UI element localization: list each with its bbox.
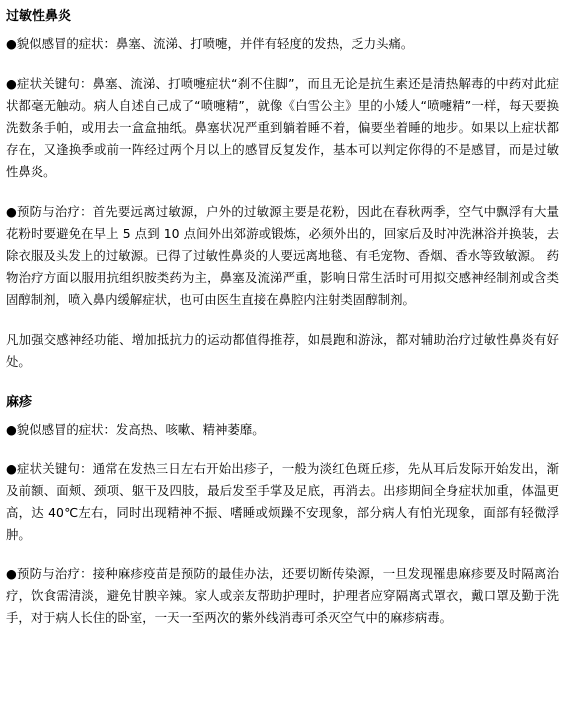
paragraph-key-symptoms: ●症状关键句：鼻塞、流涕、打喷嚏症状“刹不住脚”，而且无论是抗生素还是清热解毒的中药对此症状都毫无触动。病人自述自己成了“喷嚏精”，就像《白雪公主》里的小矮人“喷嚏精”一样，每天要换洗数条手帕，或用去一盒盒抽纸。鼻塞状况严重到躺着睡不着，偏要坐着睡的地步。如果以上症状都存在，又逢换季或前一阵经过两个月以上的感冒反复发作，基本可以判定你得的不是感冒，而是过敏性鼻炎。 <box>6 76 559 179</box>
paragraph-prevention: ●预防与治疗：首先要远离过敏源，户外的过敏源主要是花粉，因此在春秋两季，空气中飘浮有大量花粉时要避免在早上 5 点到 10 点间外出郊游或锻炼，必须外出的，回家后及时冲洗淋浴并换装，去除衣服及头发上的过敏源。已得了过敏性鼻炎的人要远离地毯、有毛宠物、香烟、香水等致敏源。 药物治疗方面以服用抗组织胺类药为主，鼻塞及流涕严重，影响日常生活时可用拟交感神经制剂或含类固醇制剂，喷入鼻内缓解症状，也可由医生直接在鼻腔内注射类固醇制剂。 <box>6 204 559 307</box>
section-title-measles: 麻疹 <box>6 395 33 410</box>
section-allergic-rhinitis <box>6 7 559 373</box>
paragraph-exercise: 凡加强交感神经功能、增加抵抗力的运动都值得推荐，如晨跑和游泳，都对辅助治疗过敏性鼻炎有好处。 <box>6 332 559 369</box>
paragraph-symptoms: ●貌似感冒的症状：发高热、咳嗽、精神萎靡。 <box>6 422 265 437</box>
paragraph-key-symptoms: ●症状关键句：通常在发热三日左右开始出疹子，一般为淡红色斑丘疹，先从耳后发际开始发出，渐及前额、面颊、颈项、躯干及四肢，最后发至手掌及足底，再消去。出疹期间全身症状加重，体温更高，达 40℃左右，同时出现精神不振、嗜睡或烦躁不安现象，部分病人有怕光现象，面部有轻微浮肿。 <box>6 461 559 542</box>
section-title-allergic-rhinitis: 过敏性鼻炎 <box>6 9 72 24</box>
paragraph-prevention: ●预防与治疗：接种麻疹疫苗是预防的最佳办法，还要切断传染源，一旦发现罹患麻疹要及时隔离治疗，饮食需清淡，避免甘腴辛辣。家人或亲友帮助护理时，护理者应穿隔离式罩衣，戴口罩及勤于洗手，对于病人长住的卧室，一天一至两次的紫外线消毒可杀灭空气中的麻疹病毒。 <box>6 566 559 625</box>
section-measles <box>6 393 559 629</box>
paragraph-symptoms: ●貌似感冒的症状：鼻塞、流涕、打喷嚏，并伴有轻度的发热，乏力头痛。 <box>6 36 414 51</box>
